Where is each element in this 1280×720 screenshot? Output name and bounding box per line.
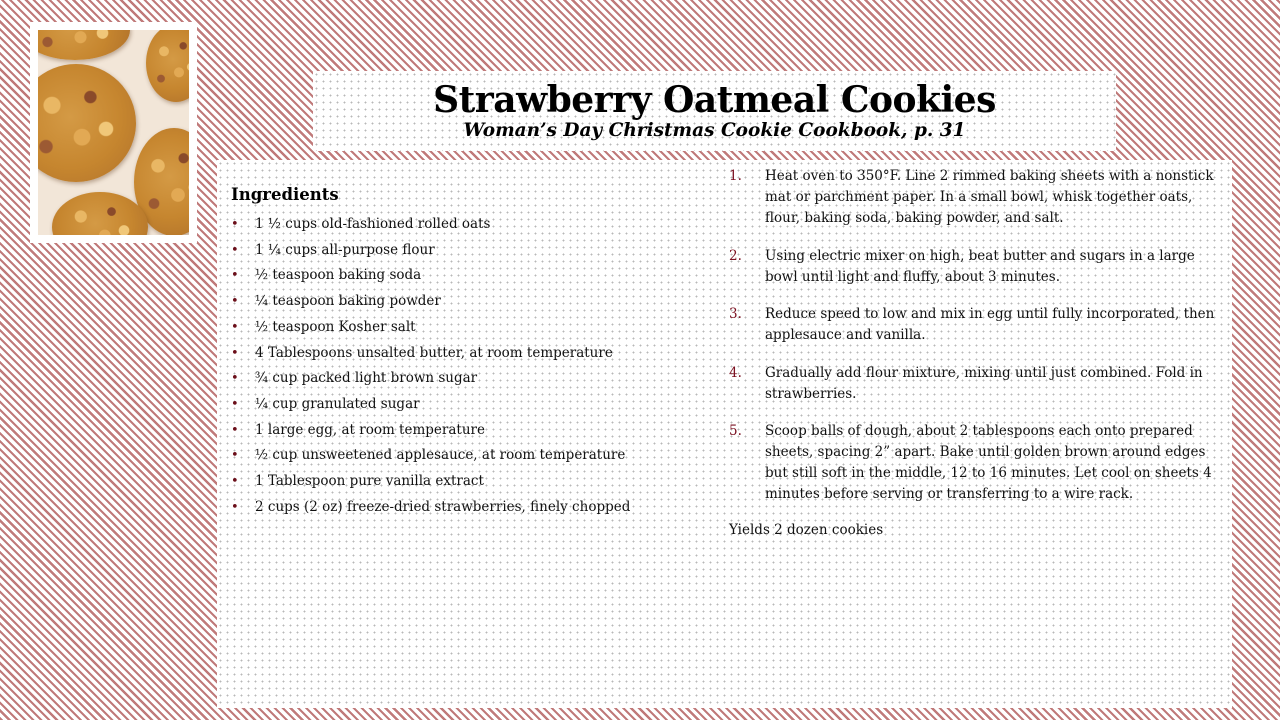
- bullet-icon: •: [231, 242, 239, 258]
- cookie-image: [38, 30, 130, 60]
- ingredient-item: [231, 212, 701, 238]
- ingredient-text: ½ teaspoon Kosher salt: [255, 318, 416, 335]
- ingredient-text: 1 ¼ cups all-purpose flour: [255, 241, 435, 258]
- ingredient-text: 4 Tablespoons unsalted butter, at room temperature: [255, 344, 613, 361]
- ingredient-text: 1 ½ cups old-fashioned rolled oats: [255, 216, 491, 232]
- cookie-photo-frame: [30, 22, 197, 243]
- step-text: Heat oven to 350°F. Line 2 rimmed baking sheets with a nonstick mat or parchment paper. In a small bowl, whisk together oats, flour, baking soda, baking powder, and salt.: [765, 168, 1214, 226]
- ingredient-item: [231, 392, 701, 418]
- recipe-title: Strawberry Oatmeal Cookies: [433, 79, 996, 121]
- ingredients-list: [231, 212, 701, 520]
- step-text: Reduce speed to low and mix in egg until fully incorporated, then applesauce and vanilla.: [765, 306, 1215, 343]
- instruction-step: [729, 304, 1224, 346]
- ingredient-text: 2 cups (2 oz) freeze-dried strawberries, finely chopped: [255, 498, 631, 515]
- ingredient-text: ¼ teaspoon baking powder: [255, 293, 441, 310]
- step-text: Using electric mixer on high, beat butter and sugars in a large bowl until light and fluffy, about 3 minutes.: [765, 247, 1195, 285]
- bullet-icon: •: [231, 448, 239, 464]
- instruction-step: [729, 363, 1224, 405]
- ingredient-item: [231, 263, 701, 289]
- recipe-card: [217, 160, 1232, 708]
- bullet-icon: •: [231, 422, 239, 438]
- ingredient-item: [231, 418, 701, 444]
- bullet-icon: •: [231, 396, 239, 412]
- bullet-icon: •: [231, 371, 239, 387]
- instructions-list: [729, 166, 1224, 505]
- bullet-icon: •: [231, 499, 239, 515]
- ingredient-item: [231, 289, 701, 315]
- cookie-image: [52, 192, 148, 235]
- step-text: Scoop balls of dough, about 2 tablespoons each onto prepared sheets, spacing 2” apart. Bake until golden brown around edges but still soft in the middle, 12 to 16 minutes. Let cool on sheets 4 minutes before serving or transferring to a wire rack.: [765, 423, 1212, 502]
- bullet-icon: •: [231, 474, 239, 490]
- bullet-icon: •: [231, 217, 239, 232]
- ingredient-item: [231, 238, 701, 264]
- ingredient-text: 1 large egg, at room temperature: [255, 421, 485, 438]
- bullet-icon: •: [231, 319, 239, 335]
- cookie-image: [146, 30, 189, 102]
- ingredient-item: [231, 366, 701, 392]
- instruction-step: [729, 246, 1224, 288]
- ingredient-text: 1 Tablespoon pure vanilla extract: [255, 473, 484, 490]
- bullet-icon: •: [231, 294, 239, 310]
- step-number: 5.: [729, 423, 742, 439]
- step-number: 2.: [729, 247, 742, 264]
- instruction-step: [729, 166, 1224, 229]
- instructions-section: [729, 166, 1224, 541]
- title-box: [313, 71, 1116, 151]
- ingredients-heading: Ingredients: [231, 185, 339, 204]
- ingredient-text: ½ teaspoon baking soda: [255, 267, 422, 284]
- ingredients-section: [231, 184, 701, 520]
- ingredient-item: [231, 495, 701, 521]
- ingredient-text: ½ cup unsweetened applesauce, at room temperature: [255, 447, 626, 464]
- step-number: 3.: [729, 306, 742, 322]
- bullet-icon: •: [231, 268, 239, 284]
- ingredient-text: ¾ cup packed light brown sugar: [255, 370, 478, 387]
- bullet-icon: •: [231, 345, 239, 361]
- step-number: 4.: [729, 364, 742, 381]
- ingredient-item: [231, 315, 701, 341]
- cookie-photo: [38, 30, 189, 235]
- ingredient-item: [231, 469, 701, 495]
- instruction-step: [729, 421, 1224, 505]
- ingredient-text: ¼ cup granulated sugar: [255, 395, 420, 412]
- cookie-image: [38, 64, 136, 182]
- recipe-source: Woman’s Day Christmas Cookie Cookbook, p. 31: [463, 120, 966, 141]
- step-text: Gradually add flour mixture, mixing until just combined. Fold in strawberries.: [765, 364, 1203, 402]
- ingredient-item: [231, 443, 701, 469]
- recipe-yield: Yields 2 dozen cookies: [729, 521, 884, 538]
- step-number: 1.: [729, 168, 742, 184]
- ingredient-item: [231, 341, 701, 367]
